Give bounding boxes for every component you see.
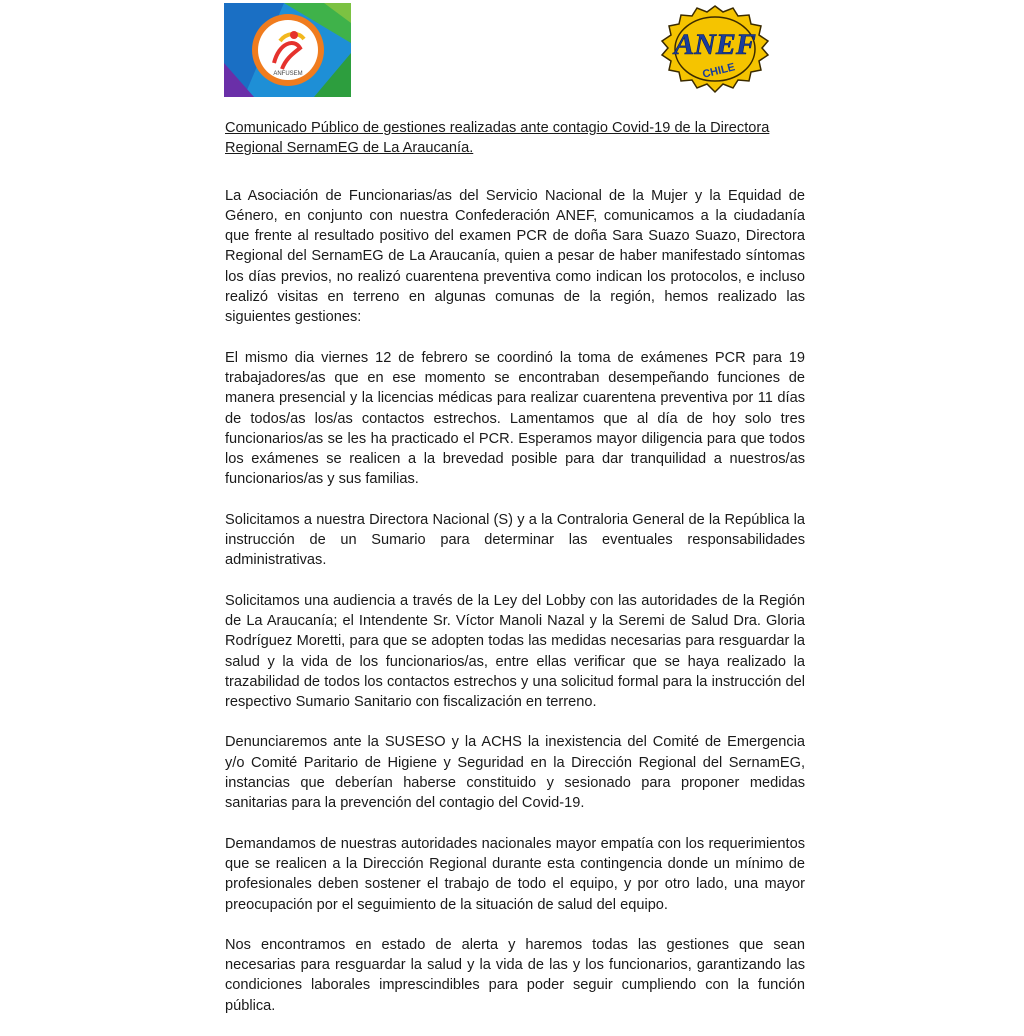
anef-logo-text: ANEF (674, 28, 756, 61)
anfusem-logo-graphic (224, 3, 351, 97)
anef-logo-graphic (641, 4, 789, 98)
paragraph-lobby-audience: Solicitamos una audiencia a través de la Ley del Lobby con las autoridades de la Región de La Araucanía; el Intendente Sr. Víctor Manoli Nazal y la Seremi de Salud Dra. Gloria Rodríguez Moretti, para que se adopten todas las medidas necesarias para resguardar la salud y la vida de los funcionarios/as, entre ellas verificar que se haya realizado la trazabilidad de todos los contactos estrechos y una solicitud formal para la instrucción del respectivo Sumario Sanitario con fiscalización en terreno. (225, 592, 805, 711)
anfusem-logo (224, 3, 351, 97)
document-title: Comunicado Público de gestiones realizadas ante contagio Covid-19 de la Directora Regional SernamEG de La Araucanía. (225, 120, 770, 157)
paragraph-sumario-request: Solicitamos a nuestra Directora Nacional (S) y a la Contraloria General de la República la instrucción de un Sumario para determinar las eventuales responsabilidades administrativas. (225, 511, 805, 569)
document-body (225, 118, 805, 1036)
paragraph-intro: La Asociación de Funcionarias/as del Servicio Nacional de la Mujer y la Equidad de Género, en conjunto con nuestra Confederación ANEF, comunicamos a la ciudadanía que frente al resultado positivo del examen PCR de doña Sara Suazo Suazo, Directora Regional del SernamEG de La Araucanía, quien a pesar de haber manifestado síntomas los días previos, no realizó cuarentena preventiva como indican los protocolos, e incluso realizó visitas en terreno en algunas comunas de la región, hemos realizado las siguientes gestiones: (225, 187, 805, 326)
anef-logo-subtext: CHILE (701, 61, 737, 81)
paragraph-pcr-exams: El mismo dia viernes 12 de febrero se coordinó la toma de exámenes PCR para 19 trabajadores/as que en ese momento se encontraban desempeñando funciones de manera presencial y la licencias médicas para realizar cuarentena preventiva por 11 días de todos/as los/as contactos estrechos. Lamentamos que al día de hoy solo tres funcionarios/as se les ha practicado el PCR. Esperamos mayor diligencia para que todos los exámenes se realicen a la brevedad posible para dar tranquilidad a nuestros/as funcionarios/as y sus familias. (225, 349, 805, 488)
paragraph-empathy-demand: Demandamos de nuestras autoridades nacionales mayor empatía con los requerimientos que se realicen a la Dirección Regional durante esta contingencia donde un mínimo de profesionales deben sostener el trabajo de todo el equipo, y por otro lado, una mayor preocupación por el seguimiento de la situación de salud del equipo. (225, 835, 805, 913)
anef-chile-logo (641, 4, 789, 98)
anfusem-logo-text: ANFUSEM (273, 71, 303, 77)
paragraph-alert-state: Nos encontramos en estado de alerta y haremos todas las gestiones que sean necesarias para resguardar la salud y la vida de las y los funcionarios, garantizando las condiciones laborales imprescindibles para poder seguir cumpliendo con la función pública. (225, 936, 805, 1014)
paragraph-suseso-denounce: Denunciaremos ante la SUSESO y la ACHS la inexistencia del Comité de Emergencia y/o Comité Paritario de Higiene y Seguridad en la Dirección Regional del SernamEG, instancias que deberían haberse constituido y sesionado para proponer medidas sanitarias para la prevención del contagio del Covid-19. (225, 734, 805, 812)
